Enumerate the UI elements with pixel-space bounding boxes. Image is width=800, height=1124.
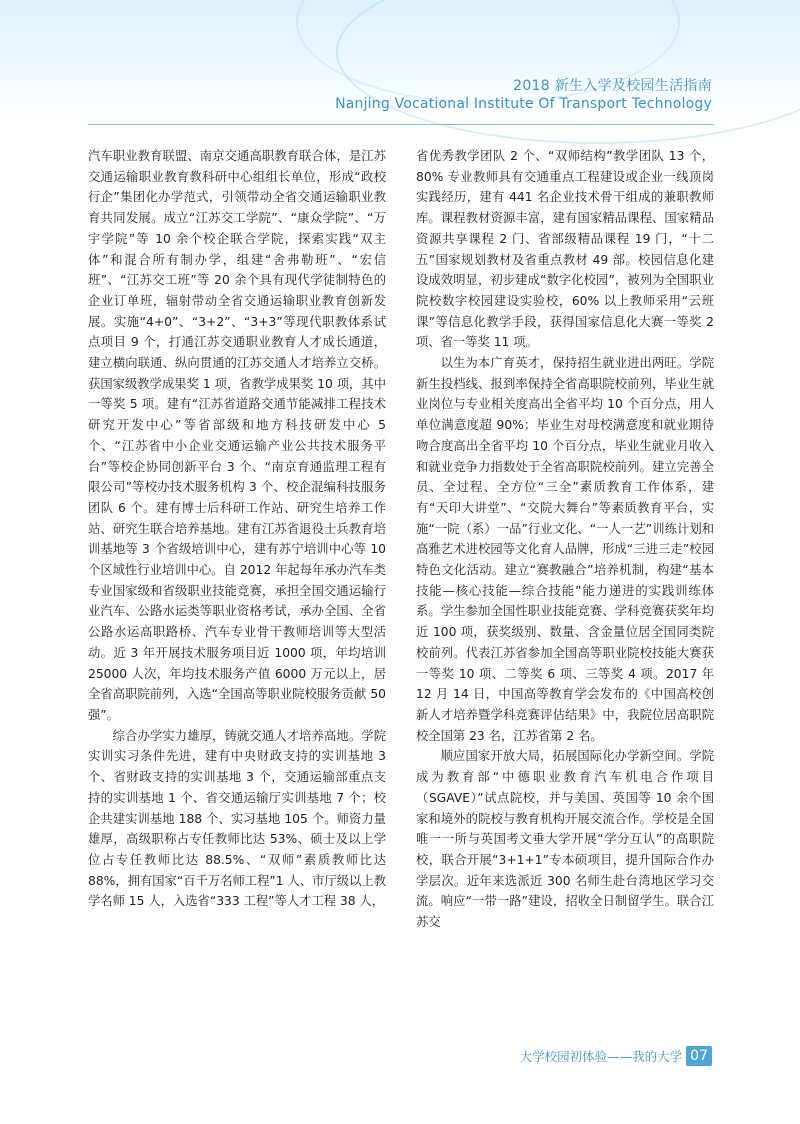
right-paragraph-1: 省优秀教学团队 2 个、“双师结构”教学团队 13 个，80% 专业教师具有交通重点工程建设或企业一线顶岗实践经历，建有 441 名企业技术骨干组成的兼职教师库。课程教材资源丰富，建有国家精品课程、国家精品资源共享课程 2 门、省部级精品课程 19 门，“十二五”国家规划教材及省重点教材 49 部。校园信息化建设成效明显，初步建成“数字化校园”，被列为全国职业院校数字校园建设实验校，60% 以上教师采用“云班课”等信息化教学手段，获得国家信息化大赛一等奖 2 项、省一等奖 11 项。 [416,149,714,350]
header-title: 2018 新生入学及校园生活指南 [513,78,712,94]
header-subtitle: Nanjing Vocational Institute Of Transport Technology [335,96,712,112]
left-paragraph-1: 汽车职业教育联盟、南京交通高职教育联合体，是江苏交通运输职业教育教科研中心组组长单位，形成“政校行企”集团化办学范式，引领带动全省交通运输职业教育共同发展。成立“江苏交工学院”、“康众学院”、“万宇学院”等 10 余个校企联合学院，探索实践“双主体”和混合所有制办学，组建“舍弗勒班”、“宏信班”、“江苏交工班”等 20 余个具有现代学徒制特色的企业订单班，辐射带动全省交通运输职业教育创新发展。实施“4+0”、“3+2”、“3+3”等现代职教体系试点项目 9 个，打通江苏交通职业教育人才成长通道，建立横向联通、纵向贯通的江苏交通人才培养立交桥。获国家级教学成果奖 1 项，省教学成果奖 10 项，其中一等奖 5 项。建有“江苏省道路交通节能减排工程技术研究开发中心”等省部级和地方科技研发中心 5 个、“江苏省中小企业交通运输产业公共技术服务平台”等校企协同创新平台 3 个、“南京育通监理工程有限公司”等校办技术服务机构 3 个、校企混编科技服务团队 6 个。建有博士后科研工作站、研究生培养工作站、研究生联合培养基地。建有江苏省退役士兵教育培训基地等 3 个省级培训中心，建有苏宁培训中心等 10 个区域性行业培训中心。自 2012 年起每年承办汽车类专业国家级和省级职业技能竞赛，承担全国交通运输行业汽车、公路水运类等职业资格考试，承办全国、全省公路水运高职路桥、汽车专业骨干教师培训等大型活动。近 3 年开展技术服务项目近 1000 项，年均培训 25000 人次，年均技术服务产值 6000 万元以上，居全省高职院前列，入选“全国高等职业院校服务贡献 50 强”。 [88,149,386,722]
header-divider [88,124,714,125]
right-column [416,146,714,933]
page-number: 07 [686,1046,712,1066]
right-paragraph-2: 以生为本广育英才，保持招生就业进出两旺。学院新生投档线、报到率保持全省高职院校前列，毕业生就业岗位与专业相关度高出全省平均 10 个百分点，用人单位满意度超 90%；毕业生对母校满意度和就业期待吻合度高出全省平均 10 个百分点，毕业生就业月收入和就业竞争力指数处于全省高职院校前列。建立完善全员、全过程、全方位“三全”素质教育工作体系，建有“天印大讲堂”、“交院大舞台”等素质教育平台，实施“一院（系）一品”行业文化、“一人一艺”训练计划和高雅艺术进校园等文化育人品牌，形成“三进三走”校园特色文化活动。建立“赛教融合”培养机制，构建“基本技能—核心技能—综合技能”能力递进的实践训练体系。学生参加全国性职业技能竞赛、学科竞赛获奖年均近 100 项，获奖级别、数量、含金量位居全国同类院校前列。代表江苏省参加全国高等职业院校技能大赛获一等奖 10 项、二等奖 6 项、三等奖 4 项。2017 年 12 月 14 日，中国高等教育学会发布的《中国高校创新人才培养暨学科竞赛评估结果》中，我院位居高职院校全国第 23 名，江苏省第 2 名。 [416,356,714,743]
right-paragraph-3: 顺应国家开放大局，拓展国际化办学新空间。学院成为教育部“中德职业教育汽车机电合作项目（SGAVE）”试点院校，并与美国、英国等 10 余个国家和境外的院校与教育机构开展交流合作。学校是全国唯一一所与英国考文垂大学开展“学分互认”的高职院校，联合开展“3+1+1”专本硕项目，提升国际合作办学层次。近年来选派近 300 名师生赴台湾地区学习交流。响应“一带一路”建设，招收全日制留学生。联合江苏交 [416,749,714,930]
footer-text: 大学校园初体验——我的大学 [519,1049,683,1064]
page-header [335,78,712,114]
left-paragraph-2: 综合办学实力雄厚，铸就交通人才培养高地。学院实训实习条件先进，建有中央财政支持的实训基地 3 个、省财政支持的实训基地 3 个，交通运输部重点支持的实训基地 1 个、省交通运输厅实训基地 7 个；校企共建实训基地 188 个、实习基地 105 个。师资力量雄厚，高级职称占专任教师比达 53%、硕士及以上学位占专任教师比达 88.5%、“双师”素质教师比达 88%，拥有国家“百千万名师工程”1 人、市厅级以上教学名师 15 人，入选省“333 工程”等人才工程 38 人， [88,728,386,909]
page-footer [520,1046,712,1066]
left-column [88,146,386,912]
